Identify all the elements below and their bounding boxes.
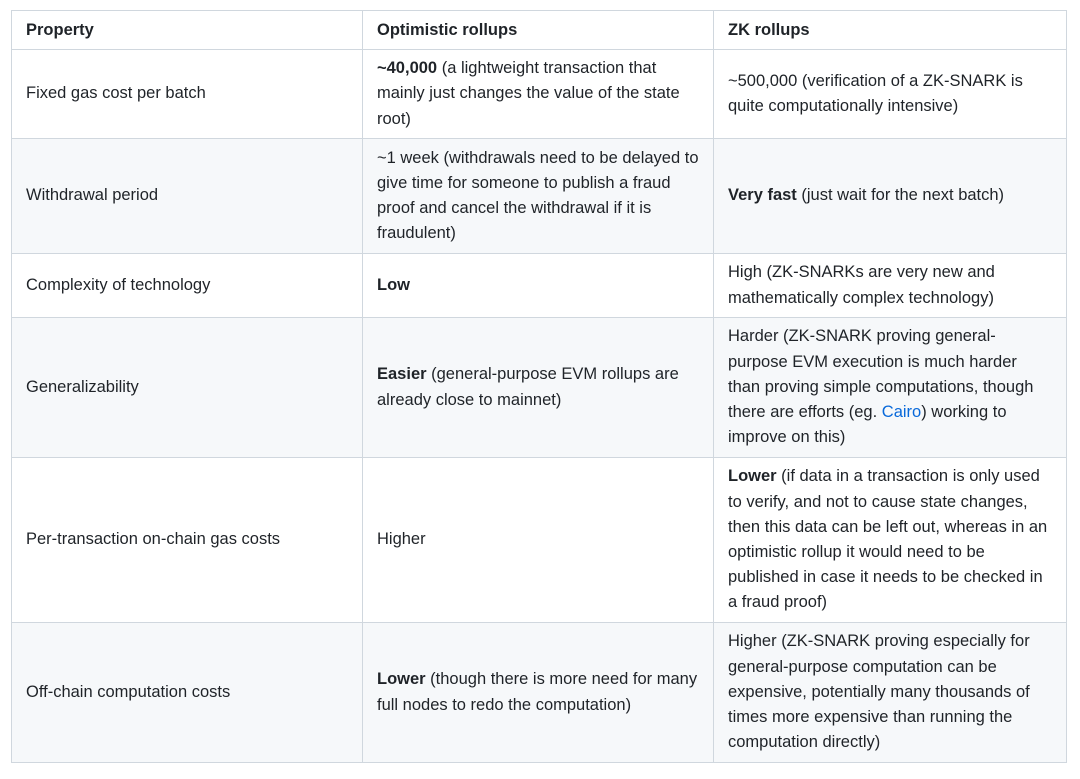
cell-text: Higher (ZK-SNARK proving especially for general-purpose computation can be expensive, potentially many thousands of times more expensive than running the computation directly) [728, 632, 1030, 752]
cell-text: (general-purpose EVM rollups are already close to mainnet) [377, 365, 679, 409]
bold-text: Very fast [728, 186, 797, 205]
cell-text: (just wait for the next batch) [796, 186, 1005, 205]
rollup-comparison-table [11, 10, 1067, 763]
cell-text: Harder (ZK-SNARK proving general-purpose EVM execution is much harder than proving simple computations, though there are efforts (eg. [728, 327, 1034, 422]
bold-text: ~40,000 [377, 59, 438, 78]
table-row [12, 458, 1067, 623]
bold-text: Easier [377, 365, 427, 384]
property-cell: Per-transaction on-chain gas costs [12, 458, 363, 623]
optimistic-cell [363, 318, 714, 458]
cell-text: (though there is more need for many full nodes to redo the computation) [377, 670, 698, 714]
header-property: Property [12, 11, 363, 50]
bold-text: Lower [377, 670, 426, 689]
property-cell: Complexity of technology [12, 254, 363, 318]
optimistic-cell [363, 50, 714, 139]
property-cell: Withdrawal period [12, 139, 363, 254]
bold-text: Lower [728, 467, 777, 486]
zk-cell [714, 139, 1067, 254]
header-zk-rollups: ZK rollups [714, 11, 1067, 50]
bold-text: Low [377, 275, 410, 294]
zk-cell [714, 50, 1067, 139]
header-optimistic-rollups: Optimistic rollups [363, 11, 714, 50]
table-header-row [12, 11, 1067, 50]
optimistic-cell [363, 139, 714, 254]
property-cell: Fixed gas cost per batch [12, 50, 363, 139]
cell-text: (if data in a transaction is only used to verify, and not to cause state changes, then this data can be left out, whereas in an optimistic rollup it would need to be published in case it needs to be checked in a fraud proof) [728, 467, 1048, 612]
cell-text: ) working to improve on this) [728, 403, 1007, 447]
zk-cell [714, 458, 1067, 623]
table-row [12, 254, 1067, 318]
zk-cell [714, 318, 1067, 458]
zk-cell [714, 254, 1067, 318]
table-row [12, 139, 1067, 254]
optimistic-cell [363, 623, 714, 763]
property-cell: Generalizability [12, 318, 363, 458]
table-row [12, 318, 1067, 458]
property-cell: Off-chain computation costs [12, 623, 363, 763]
table-row [12, 623, 1067, 763]
table-row [12, 50, 1067, 139]
cell-text: Higher [377, 530, 426, 549]
cairo-link[interactable]: Cairo [881, 403, 922, 422]
cell-text: (a lightweight transaction that mainly just changes the value of the state root) [377, 59, 680, 128]
cell-text: High (ZK-SNARKs are very new and mathematically complex technology) [728, 263, 995, 307]
cell-text: ~500,000 (verification of a ZK-SNARK is quite computationally intensive) [728, 71, 1023, 115]
optimistic-cell [363, 254, 714, 318]
cell-text: ~1 week (withdrawals need to be delayed to give time for someone to publish a fraud proof and cancel the withdrawal if it is fraudulent) [377, 148, 699, 243]
zk-cell [714, 623, 1067, 763]
optimistic-cell [363, 458, 714, 623]
